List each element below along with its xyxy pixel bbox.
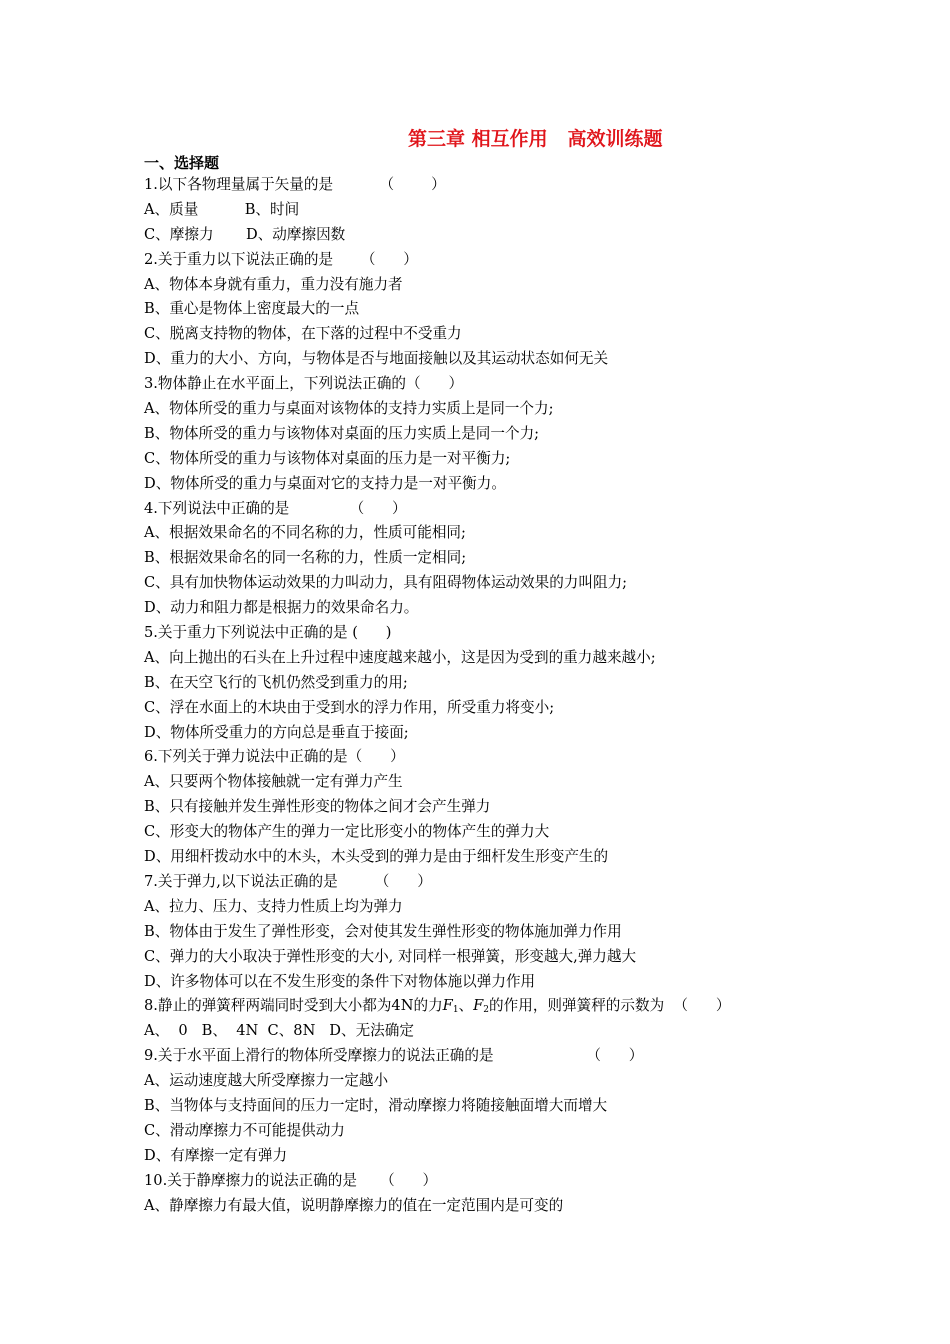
question-line: 3.物体静止在水平面上，下列说法正确的（ ） xyxy=(144,375,464,393)
q8-text-before: 8.静止的弹簧秤两端同时受到大小都为4N的力 xyxy=(144,997,443,1015)
option-line: D、许多物体可以在不发生形变的条件下对物体施以弹力作用 xyxy=(144,972,536,990)
option-line: C、摩擦力 D、动摩擦因数 xyxy=(144,225,346,243)
option-line: A、静摩擦力有最大值，说明静摩擦力的值在一定范围内是可变的 xyxy=(144,1196,564,1214)
question-line: 5.关于重力下列说法中正确的是 ( ) xyxy=(144,624,392,642)
question-line: 7.关于弹力,以下说法正确的是 （ ） xyxy=(144,872,432,890)
q8-text-after: 的作用，则弹簧秤的示数为 （ ） xyxy=(489,997,731,1015)
subscript: 1 xyxy=(452,1005,459,1016)
option-line: B、根据效果命名的同一名称的力，性质一定相同; xyxy=(144,549,467,567)
option-line: D、动力和阻力都是根据力的效果命名力。 xyxy=(144,599,419,617)
option-line: C、具有加快物体运动效果的力叫动力，具有阻碍物体运动效果的力叫阻力; xyxy=(144,574,628,592)
option-line: A、只要两个物体接触就一定有弹力产生 xyxy=(144,773,403,791)
question-line: 1.以下各物理量属于矢量的是 （ ） xyxy=(144,176,446,193)
option-line: D、物体所受的重力与桌面对它的支持力是一对平衡力。 xyxy=(144,474,506,492)
force-symbol: F xyxy=(442,997,453,1015)
option-line: A、物体本身就有重力，重力没有施力者 xyxy=(144,275,403,293)
option-line: A、根据效果命名的不同名称的力，性质可能相同; xyxy=(144,524,466,542)
question-line: 6.下列关于弹力说法中正确的是（ ） xyxy=(144,748,405,766)
option-line: B、重心是物体上密度最大的一点 xyxy=(144,300,360,318)
option-line: B、物体所受的重力与该物体对桌面的压力实质上是同一个力; xyxy=(144,424,540,442)
option-line: C、浮在水面上的木块由于受到水的浮力作用，所受重力将变小; xyxy=(144,698,555,716)
option-line: D、重力的大小、方向，与物体是否与地面接触以及其运动状态如何无关 xyxy=(144,350,609,368)
option-line: C、弹力的大小取决于弹性形变的大小, 对同样一根弹簧，形变越大,弹力越大 xyxy=(144,947,637,965)
option-line: D、用细杆拨动水中的木头，木头受到的弹力是由于细杆发生形变产生的 xyxy=(144,848,609,866)
option-line: A、物体所受的重力与桌面对该物体的支持力实质上是同一个力; xyxy=(144,400,554,418)
option-line: C、物体所受的重力与该物体对桌面的压力是一对平衡力; xyxy=(144,449,511,467)
q8-separator: 、 xyxy=(458,997,474,1015)
option-line: A、向上抛出的石头在上升过程中速度越来越小，这是因为受到的重力越来越小; xyxy=(144,648,656,666)
option-line: C、脱离支持物的物体，在下落的过程中不受重力 xyxy=(144,325,462,343)
question-line: 9.关于水平面上滑行的物体所受摩擦力的说法正确的是 （ ） xyxy=(144,1047,644,1065)
option-line: A、拉力、压力、支持力性质上均为弹力 xyxy=(144,897,403,915)
question-list xyxy=(144,173,844,1218)
option-line: B、在天空飞行的飞机仍然受到重力的用; xyxy=(144,673,408,691)
option-line: B、当物体与支持面间的压力一定时，滑动摩擦力将随接触面增大而增大 xyxy=(144,1096,608,1114)
option-line: D、有摩擦一定有弹力 xyxy=(144,1146,288,1164)
option-line: A、质量 B、时间 xyxy=(144,200,300,218)
option-line: A、 0 B、 4N C、8N D、无法确定 xyxy=(144,1022,414,1040)
document-title: 第三章 相互作用 高效训练题 xyxy=(408,128,663,150)
question-line: 2.关于重力以下说法正确的是 （ ） xyxy=(144,250,418,268)
question-line: 4.下列说法中正确的是 （ ） xyxy=(144,499,407,517)
question-line-8 xyxy=(144,994,844,1019)
question-line: 10.关于静摩擦力的说法正确的是 （ ） xyxy=(144,1171,438,1189)
option-line: D、物体所受重力的方向总是垂直于接面; xyxy=(144,723,409,741)
option-line: C、形变大的物体产生的弹力一定比形变小的物体产生的弹力大 xyxy=(144,823,550,841)
option-line: B、只有接触并发生弹性形变的物体之间才会产生弹力 xyxy=(144,798,491,816)
option-line: A、运动速度越大所受摩擦力一定越小 xyxy=(144,1072,389,1090)
option-line: C、滑动摩擦力不可能提供动力 xyxy=(144,1121,345,1139)
section-heading: 一、选择题 xyxy=(144,154,220,172)
force-symbol: F xyxy=(473,997,484,1015)
option-line: B、物体由于发生了弹性形变，会对使其发生弹性形变的物体施加弹力作用 xyxy=(144,922,622,940)
subscript: 2 xyxy=(483,1005,490,1016)
